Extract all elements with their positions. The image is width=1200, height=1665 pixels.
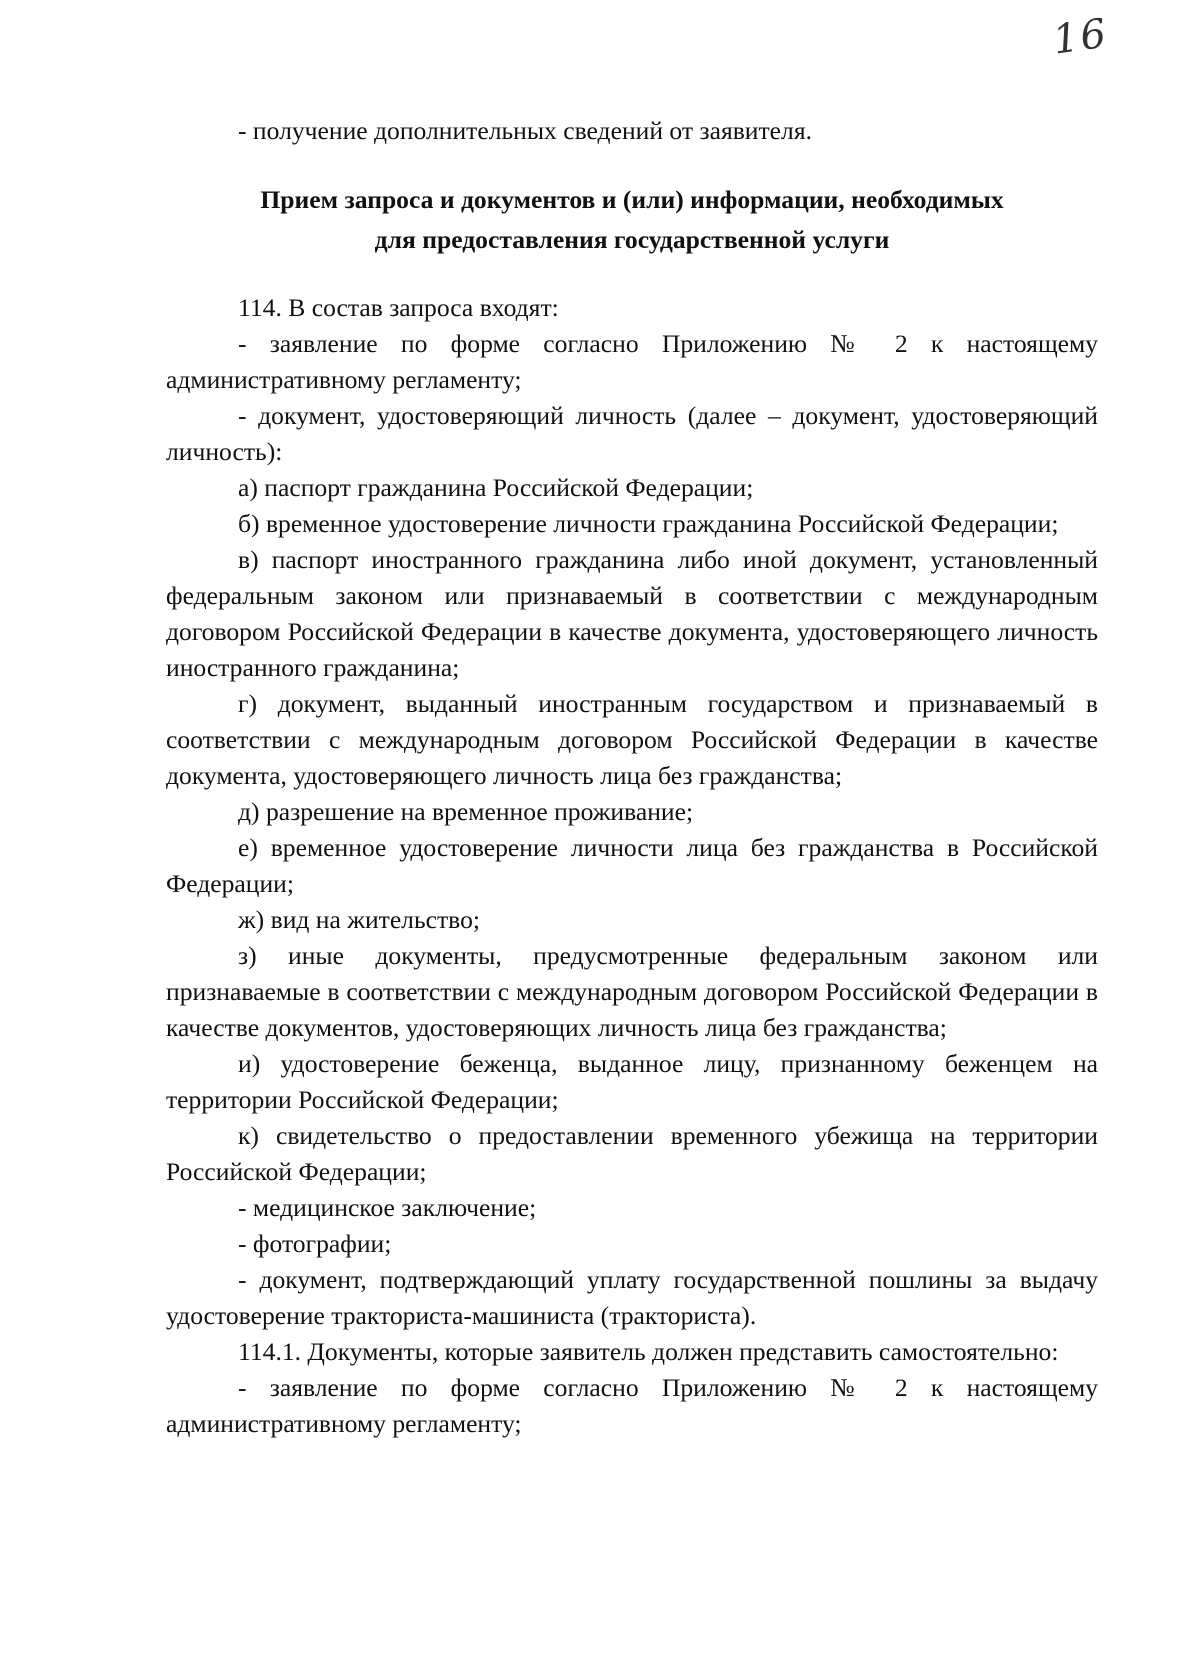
section-heading-line-1: Прием запроса и документов и (или) информации, необходимых [260, 185, 1004, 214]
section-heading [166, 180, 1098, 260]
list-item-k: к) свидетельство о предоставлении временного убежища на территории Российской Федерации; [166, 1121, 1098, 1186]
list-item-identity-document: - документ, удостоверяющий личность (далее – документ, удостоверяющий личность): [166, 401, 1098, 466]
list-item-e: е) временное удостоверение личности лица без гражданства в Российской Федерации; [166, 833, 1098, 898]
list-item-a: а) паспорт гражданина Российской Федерации; [238, 473, 754, 502]
list-item-application: - заявление по форме согласно Приложению № 2 к настоящему административному регламенту; [166, 329, 1098, 394]
list-item-g: г) документ, выданный иностранным государством и признаваемый в соответствии с международным договором Российской Федерации в качестве документа, удостоверяющего личность лица без гражданства; [166, 689, 1098, 790]
section-heading-line-2: для предоставления государственной услуги [374, 225, 890, 254]
list-item-medical: - медицинское заключение; [238, 1193, 537, 1222]
list-item-v: в) паспорт иностранного гражданина либо иной документ, установленный федеральным законом или признаваемый в соответствии с международным договором Российской Федерации в качестве документа, удостоверяющего личность иностранного гражданина; [166, 545, 1098, 682]
intro-line: - получение дополнительных сведений от заявителя. [238, 116, 812, 145]
list-item-fee-receipt: - документ, подтверждающий уплату государственной пошлины за выдачу удостоверение тракториста-машиниста (тракториста). [166, 1265, 1098, 1330]
paragraph-114: 114. В состав запроса входят: [238, 293, 559, 322]
paragraph-114-1: 114.1. Документы, которые заявитель должен представить самостоятельно: [238, 1337, 1059, 1366]
handwritten-page-number: 16 [1050, 10, 1111, 64]
list-item-i: и) удостоверение беженца, выданное лицу, признанному беженцем на территории Российской Федерации; [166, 1049, 1098, 1114]
list-item-d: д) разрешение на временное проживание; [238, 797, 694, 826]
list-item-zh: ж) вид на жительство; [238, 905, 480, 934]
list-item-z: з) иные документы, предусмотренные федеральным законом или признаваемые в соответствии с международным договором Российской Федерации в качестве документов, удостоверяющих личность лица без гражданства; [166, 941, 1098, 1042]
list-item-b: б) временное удостоверение личности гражданина Российской Федерации; [238, 509, 1059, 538]
list-item-photos: - фотографии; [238, 1229, 392, 1258]
list-item-application-repeat: - заявление по форме согласно Приложению № 2 к настоящему административному регламенту; [166, 1373, 1098, 1438]
document-body [166, 113, 1098, 1442]
